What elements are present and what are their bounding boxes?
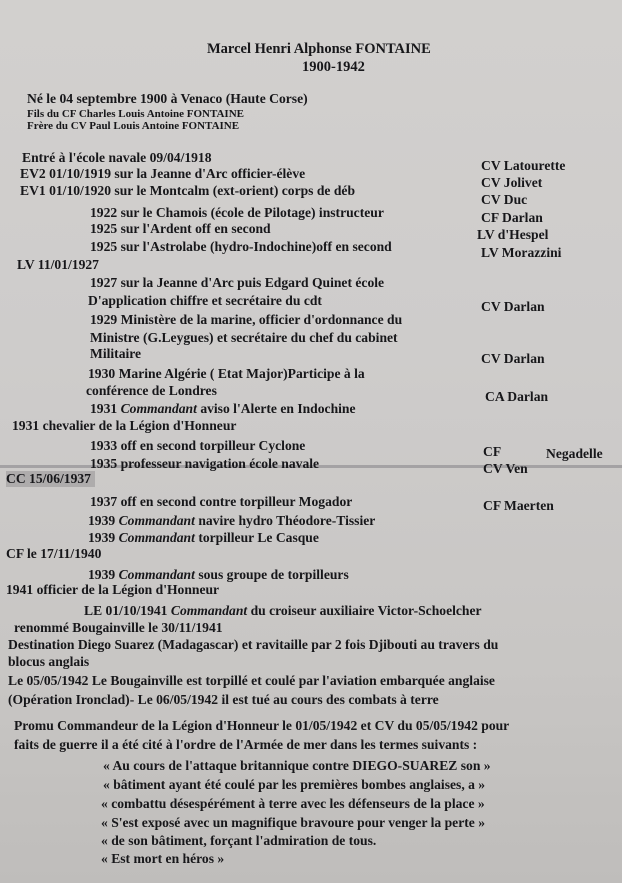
- career-line: 1941 officier de la Légion d'Honneur: [6, 582, 220, 597]
- career-line: Entré à l'école navale 09/04/1918: [22, 150, 212, 165]
- career-line: conférence de Londres: [86, 383, 217, 398]
- career-date: LE 01/10/1941: [84, 603, 168, 618]
- career-line: [84, 603, 482, 619]
- career-line: 1925 sur l'Ardent off en second: [90, 221, 271, 236]
- career-year: 1939: [88, 530, 116, 545]
- citation-quote: « Est mort en héros »: [101, 851, 225, 866]
- citation-quote: « de son bâtiment, forçant l'admiration de tous.: [101, 833, 377, 848]
- brother-of-line: Frère du CV Paul Louis Antoine FONTAINE: [27, 120, 240, 132]
- career-line: 1929 Ministère de la marine, officier d'ordonnance du: [90, 312, 403, 327]
- career-year: 1931: [90, 401, 118, 416]
- career-line: 1925 sur l'Astrolabe (hydro-Indochine)off en second: [90, 239, 392, 254]
- career-line: [88, 530, 319, 546]
- career-line: [88, 567, 349, 583]
- career-year: 1939: [88, 567, 116, 582]
- career-line: D'application chiffre et secrétaire du cdt: [88, 293, 322, 308]
- career-line: Le 05/05/1942 Le Bougainville est torpillé et coulé par l'aviation embarquée anglaise: [8, 673, 495, 688]
- career-detail: sous groupe de torpilleurs: [198, 567, 349, 582]
- career-line: 1935 professeur navigation école navale: [90, 456, 320, 471]
- career-line: Destination Diego Suarez (Madagascar) et ravitaille par 2 fois Djibouti au travers du: [8, 637, 499, 652]
- superior-officer: LV d'Hespel: [477, 227, 549, 242]
- superior-officer: CV Darlan: [481, 299, 545, 314]
- career-line: (Opération Ironclad)- Le 06/05/1942 il est tué au cours des combats à terre: [8, 692, 439, 707]
- commandant-word: Commandant: [170, 603, 248, 618]
- citation-quote: « combattu désespérément à terre avec les défenseurs de la place »: [101, 796, 485, 811]
- career-line: [88, 513, 375, 529]
- career-line: 1930 Marine Algérie ( Etat Major)Participe à la: [88, 366, 365, 381]
- career-line: 1927 sur la Jeanne d'Arc puis Edgard Quinet école: [90, 275, 385, 290]
- birth-line: Né le 04 septembre 1900 à Venaco (Haute Corse): [27, 91, 308, 106]
- superior-officer: CF Maerten: [483, 498, 554, 513]
- career-line: 1931 chevalier de la Légion d'Honneur: [12, 418, 237, 433]
- career-detail: du croiseur auxiliaire Victor-Schoelcher: [250, 603, 482, 618]
- career-line: Militaire: [90, 346, 142, 361]
- citation-quote: « Au cours de l'attaque britannique contre DIEGO-SUAREZ son »: [103, 758, 491, 773]
- superior-officer: CF Darlan: [481, 210, 543, 225]
- superior-officer: CV Jolivet: [481, 175, 543, 190]
- career-line: renommé Bougainville le 30/11/1941: [14, 620, 223, 635]
- commandant-word: Commandant: [120, 401, 197, 416]
- career-line: 1933 off en second torpilleur Cyclone: [90, 438, 306, 453]
- superior-officer: Negadelle: [546, 446, 603, 461]
- life-dates: 1900-1942: [302, 59, 365, 75]
- career-line: CF le 17/11/1940: [6, 546, 102, 561]
- career-line: 1937 off en second contre torpilleur Mogador: [90, 494, 353, 509]
- superior-officer: CA Darlan: [485, 389, 549, 404]
- superior-officer: CF: [483, 444, 502, 459]
- person-name: Marcel Henri Alphonse FONTAINE: [207, 41, 431, 57]
- career-detail: aviso l'Alerte en Indochine: [200, 401, 356, 416]
- citation-line: faits de guerre il a été cité à l'ordre de l'Armée de mer dans les termes suivants :: [14, 737, 478, 752]
- superior-officer: CV Latourette: [481, 158, 566, 173]
- career-line: [90, 401, 356, 417]
- career-line: EV2 01/10/1919 sur la Jeanne d'Arc officier-élève: [20, 166, 306, 181]
- career-line: LV 11/01/1927: [17, 257, 99, 272]
- career-year: 1939: [88, 513, 116, 528]
- career-line: 1922 sur le Chamois (école de Pilotage) instructeur: [90, 205, 384, 220]
- career-line: CC 15/06/1937: [6, 471, 95, 487]
- career-detail: torpilleur Le Casque: [198, 530, 319, 545]
- son-of-line: Fils du CF Charles Louis Antoine FONTAINE: [27, 108, 244, 120]
- career-line: Ministre (G.Leygues) et secrétaire du chef du cabinet: [90, 330, 398, 345]
- commandant-word: Commandant: [118, 530, 195, 545]
- superior-officer: CV Duc: [481, 192, 528, 207]
- commandant-word: Commandant: [118, 513, 195, 528]
- career-detail: navire hydro Théodore-Tissier: [198, 513, 376, 528]
- citation-quote: « S'est exposé avec un magnifique bravoure pour venger la perte »: [101, 815, 486, 830]
- citation-quote: « bâtiment ayant été coulé par les premières bombes anglaises, a »: [103, 777, 486, 792]
- career-line: EV1 01/10/1920 sur le Montcalm (ext-orient) corps de déb: [20, 183, 356, 198]
- superior-officer: CV Darlan: [481, 351, 545, 366]
- superior-officer: LV Morazzini: [481, 245, 562, 260]
- superior-officer: CV Ven: [483, 461, 528, 476]
- citation-line: Promu Commandeur de la Légion d'Honneur le 01/05/1942 et CV du 05/05/1942 pour: [14, 718, 510, 733]
- commandant-word: Commandant: [118, 567, 195, 582]
- career-line: blocus anglais: [8, 654, 90, 669]
